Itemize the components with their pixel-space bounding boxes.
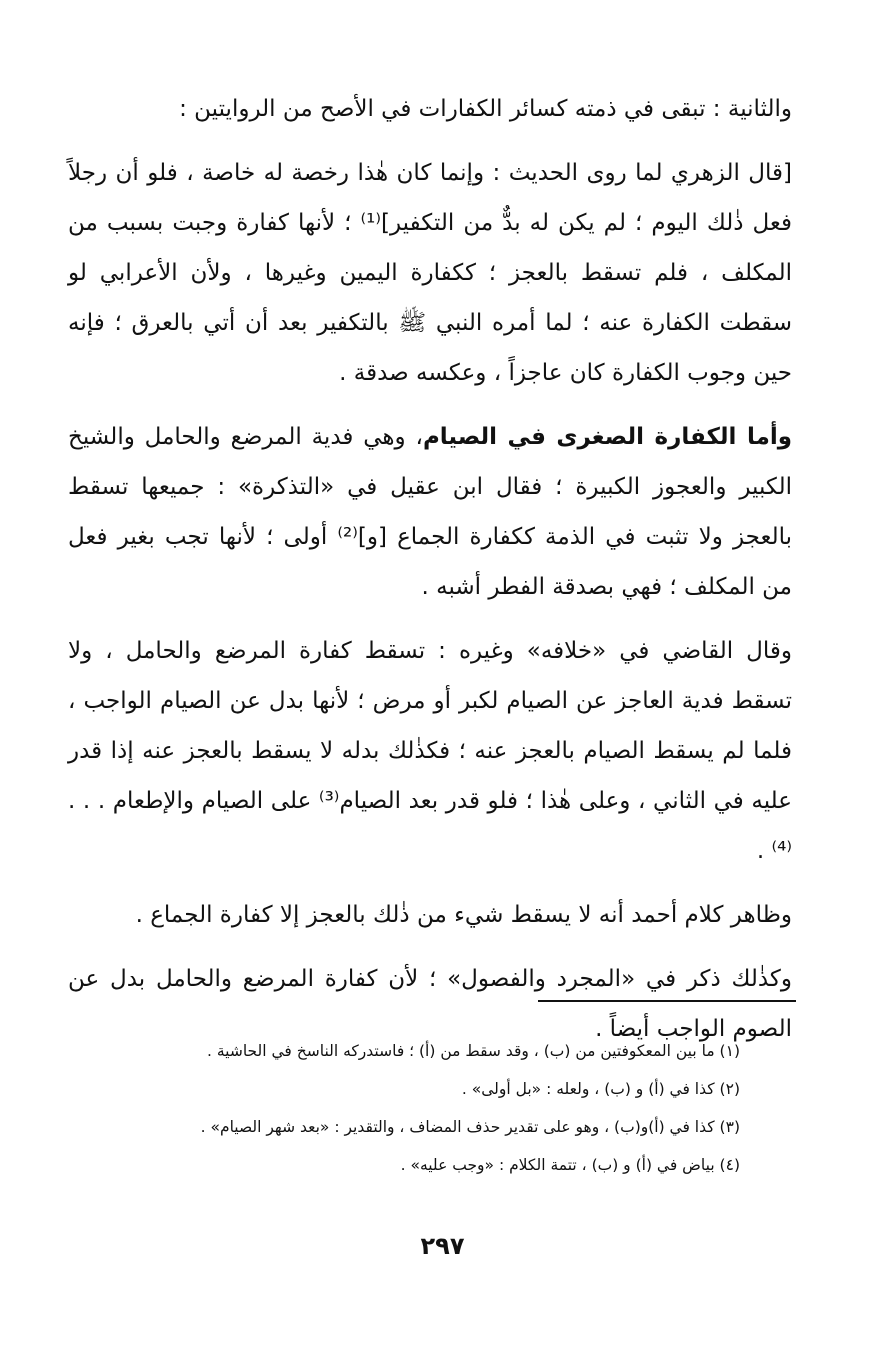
paragraph-3 [68, 412, 792, 612]
footnote-divider [538, 1000, 796, 1002]
footnote-2: (٢) كذا في (أ) و (ب) ، ولعله : «بل أولى» . [461, 1080, 740, 1098]
footnote-3: (٣) كذا في (أ)و(ب) ، وهو على تقدير حذف المضاف ، والتقدير : «بعد شهر الصيام» . [200, 1118, 740, 1136]
paragraph-2: [قال الزهري لما روى الحديث : وإنما كان هٰذا رخصة له خاصة ، فلو أن رجلاً فعل ذٰلك اليوم ؛ لم يكن له بدٌّ من التكفير]⁽¹⁾ ؛ لأنها كفارة وجبت بسبب من المكلف ، فلم تسقط بالعجز ؛ ككفارة اليمين وغيرها ، ولأن الأعرابي لو سقطت الكفارة عنه ؛ لما أمره النبي ﷺ بالتكفير بعد أن أتي بالعرق ؛ فإنه حين وجوب الكفارة كان عاجزاً ، وعكسه صدقة . [68, 160, 792, 386]
page-number: ٢٩٧ [420, 1232, 465, 1260]
footnote-4: (٤) بياض في (أ) و (ب) ، تتمة الكلام : «وجب عليه» . [400, 1156, 740, 1174]
main-text [68, 84, 792, 1054]
paragraph-1: والثانية : تبقى في ذمته كسائر الكفارات في الأصح من الروايتين : [179, 96, 792, 122]
paragraph-4: وقال القاضي في «خلافه» وغيره : تسقط كفارة المرضع والحامل ، ولا تسقط فدية العاجز عن الصيام لكبر أو مرض ؛ لأنها بدل عن الصيام الواجب ، فلما لم يسقط الصيام بالعجز عنه ؛ فكذٰلك بدله لا يسقط بالعجز عنه إذا قدر عليه في الثاني ، وعلى هٰذا ؛ فلو قدر بعد الصيام⁽³⁾ على الصيام والإطعام . . .⁽⁴⁾ . [68, 638, 792, 864]
footnotes [90, 1032, 740, 1184]
paragraph-5: وظاهر كلام أحمد أنه لا يسقط شيء من ذٰلك بالعجز إلا كفارة الجماع . [135, 902, 792, 928]
footnote-1: (١) ما بين المعكوفتين من (ب) ، وقد سقط من (أ) ؛ فاستدركه الناسخ في الحاشية . [207, 1042, 740, 1060]
paragraph-3-body: ، وهي فدية المرضع والحامل والشيخ الكبير والعجوز الكبيرة ؛ فقال ابن عقيل في «التذكرة» : جميعها تسقط بالعجز ولا تثبت في الذمة ككفارة الجماع [و]⁽²⁾ أولى ؛ لأنها تجب بغير فعل من المكلف ؛ فهي بصدقة الفطر أشبه . [68, 424, 793, 600]
paragraph-3-heading: وأما الكفارة الصغرى في الصيام [422, 424, 793, 450]
paragraph-6: وكذٰلك ذكر في «المجرد والفصول» ؛ لأن كفارة المرضع والحامل بدل عن الصوم الواجب أيضاً . [68, 966, 792, 1042]
